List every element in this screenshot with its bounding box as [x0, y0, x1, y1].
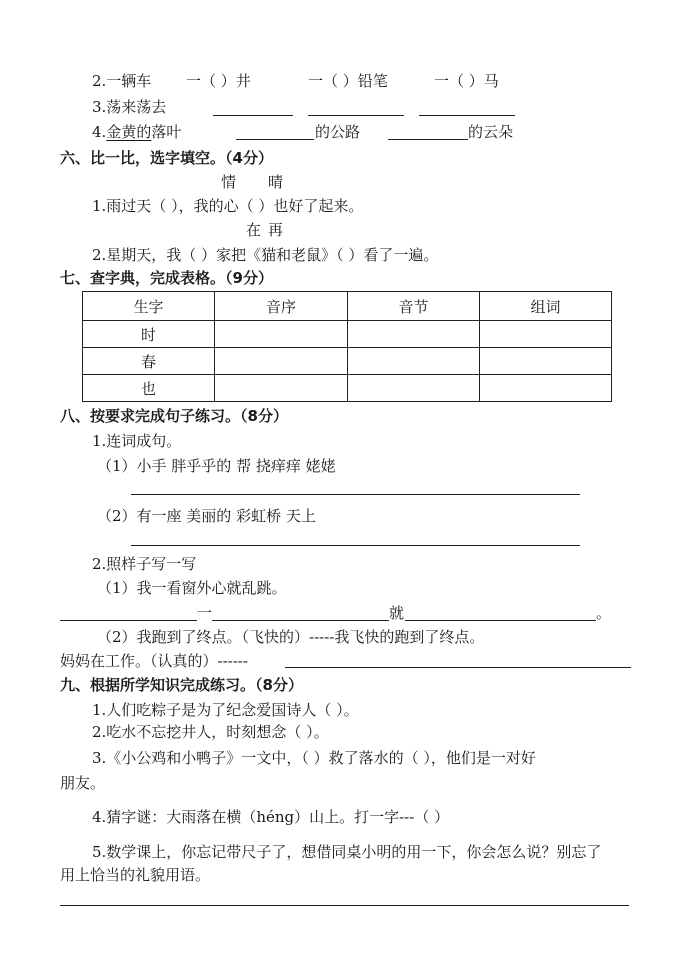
header-cell: 音序 — [215, 292, 348, 321]
q5-item4-adj: 金黄的 — [106, 123, 152, 141]
q5-item4: 4.金黄的落叶 — [92, 123, 182, 141]
answer-cell[interactable] — [480, 321, 612, 348]
q9-s5b: 用上恰当的礼貌用语。 — [60, 866, 211, 884]
q8-blank-b[interactable] — [212, 620, 389, 621]
q5-item3: 3.荡来荡去 — [92, 98, 167, 116]
q9-s4[interactable]: 4.猜字谜：大雨落在横（héng）山上。打一字---（ ） — [92, 808, 450, 826]
q5-item2-blank2[interactable]: 一（ ）铅笔 — [308, 72, 388, 90]
q9-s1[interactable]: 1.人们吃粽子是为了纪念爱国诗人（ ）。 — [92, 701, 359, 719]
q9-answer-line[interactable] — [60, 905, 629, 906]
table-row — [83, 348, 612, 375]
q9-s3a[interactable]: 3.《小公鸡和小鸭子》一文中，（ ）救了落水的（ ），他们是一对好 — [92, 749, 536, 767]
answer-cell[interactable] — [215, 321, 348, 348]
q5-item4-blank1[interactable] — [236, 139, 314, 140]
q8-example3: 妈妈在工作。（认真的）------ — [60, 652, 248, 670]
answer-cell[interactable] — [348, 375, 480, 402]
q5-item4-blank2[interactable] — [388, 139, 468, 140]
q8-period: 。 — [596, 604, 612, 622]
header-cell: 生字 — [83, 292, 215, 321]
q8-blank-d[interactable] — [285, 667, 631, 668]
table-header-row — [83, 292, 612, 321]
q5-item2: 2.一辆车 — [92, 72, 152, 90]
header-cell: 音节 — [348, 292, 480, 321]
answer-cell[interactable] — [348, 321, 480, 348]
q8-example2: （2）我跑到了终点。（飞快的）-----我飞快的跑到了终点。 — [97, 628, 485, 646]
q8-example1: （1）我一看窗外心就乱跳。 — [97, 579, 287, 597]
q8-words2: （2）有一座 美丽的 彩虹桥 天上 — [97, 507, 316, 525]
q6-sentence2[interactable]: 2.星期天，我（ ）家把《猫和老鼠》（ ）看了一遍。 — [92, 246, 439, 264]
q5-item4-cloud: 的云朵 — [468, 123, 514, 141]
q8-jiu: 就 — [389, 604, 405, 622]
q5-item3-blank3[interactable] — [419, 115, 515, 116]
q8-title: 八、按要求完成句子练习。（8分） — [60, 407, 288, 425]
dictionary-table — [82, 291, 612, 402]
answer-cell[interactable] — [215, 348, 348, 375]
header-cell: 组词 — [480, 292, 612, 321]
q5-item4-road: 的公路 — [315, 123, 361, 141]
q9-s5a: 5.数学课上，你忘记带尺子了，想借同桌小明的用一下，你会怎么说？别忘了 — [92, 843, 602, 861]
q6-pair2-b: 再 — [268, 221, 284, 239]
q6-sentence1[interactable]: 1.雨过天（ ），我的心（ ）也好了起来。 — [92, 197, 364, 215]
q8-sub2: 2.照样子写一写 — [92, 555, 197, 573]
q8-yi: 一 — [197, 604, 213, 622]
q6-title: 六、比一比，选字填空。（4分） — [60, 149, 273, 167]
answer-cell[interactable] — [480, 375, 612, 402]
table-row — [83, 375, 612, 402]
q8-answer-line2[interactable] — [131, 545, 580, 546]
q6-pair1-b: 晴 — [268, 173, 284, 191]
char-cell: 也 — [83, 375, 215, 402]
table-row — [83, 321, 612, 348]
q5-item3-blank2[interactable] — [308, 115, 404, 116]
q7-title: 七、查字典，完成表格。（9分） — [60, 269, 273, 287]
q8-blank-c[interactable] — [405, 620, 596, 621]
q9-s2[interactable]: 2.吃水不忘挖井人，时刻想念（ ）。 — [92, 723, 329, 741]
q5-item3-blank1[interactable] — [213, 115, 293, 116]
answer-cell[interactable] — [348, 348, 480, 375]
q9-title: 九、根据所学知识完成练习。（8分） — [60, 676, 303, 694]
q8-answer-line1[interactable] — [131, 494, 580, 495]
q8-sub1: 1.连词成句。 — [92, 432, 182, 450]
q8-blank-a[interactable] — [60, 620, 197, 621]
char-cell: 时 — [83, 321, 215, 348]
answer-cell[interactable] — [215, 375, 348, 402]
answer-cell[interactable] — [480, 348, 612, 375]
q6-pair2-a: 在 — [246, 221, 262, 239]
q9-s3b: 朋友。 — [60, 774, 106, 792]
q6-pair1-a: 情 — [221, 173, 237, 191]
q8-words1: （1）小手 胖乎乎的 帮 挠痒痒 姥姥 — [97, 457, 336, 475]
q5-item2-blank1[interactable]: 一（ ）井 — [186, 72, 251, 90]
char-cell: 春 — [83, 348, 215, 375]
q5-item2-blank3[interactable]: 一（ ）马 — [434, 72, 499, 90]
